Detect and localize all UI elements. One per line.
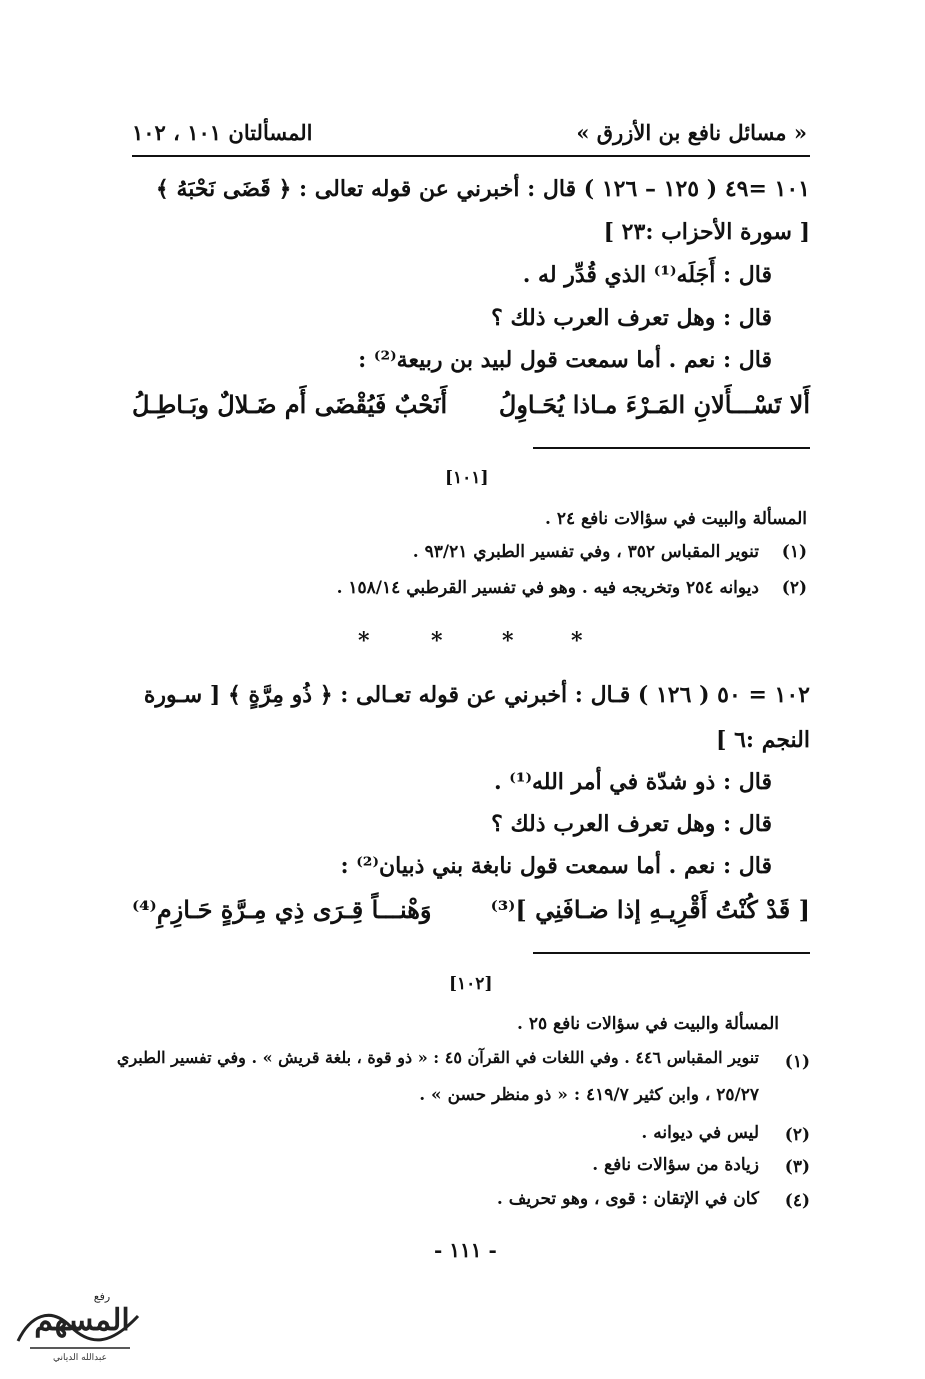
note-102-fn3-text: زيادة من سؤالات نافع . bbox=[592, 1155, 759, 1175]
note-102-fn4-text: كان في الإتقان : قوى ، وهو تحريف . bbox=[496, 1189, 759, 1209]
separator-star: * bbox=[502, 628, 514, 654]
page-number: - ١١١ - bbox=[434, 1238, 497, 1262]
entry-101-line-4: قال : وهل تعرف العرب ذلك ؟ bbox=[491, 305, 772, 331]
note-102-fn1-text-line-2: ٢٥/٢٧ ، وابن كثير ٤١٩/٧ : « ذو منظر حسن » . bbox=[419, 1085, 759, 1105]
note-marker-102: [١٠٢] bbox=[449, 974, 493, 994]
footnote-rule-102 bbox=[533, 952, 810, 954]
note-marker-101: [١٠١] bbox=[445, 468, 489, 488]
calligraphy-logo bbox=[10, 1286, 150, 1366]
note-102-fn1-number: (١) bbox=[784, 1052, 810, 1072]
entry-101-line-3: قال : أَجَلَه⁽¹⁾ الذي قُدِّر له . bbox=[522, 262, 772, 288]
logo-main-text: المسهم bbox=[34, 1303, 130, 1338]
running-title: « مسائل نافع بن الأزرق » bbox=[576, 120, 807, 145]
entry-101-line-2: [ سورة الأحزاب :٢٣ ] bbox=[603, 219, 810, 245]
note-102-fn4-number: (٤) bbox=[784, 1191, 810, 1211]
note-101-fn2-text: ديوانه ٢٥٤ وتخريجه فيه . وهو في تفسير القرطبي ١٥٨/١٤ . bbox=[336, 578, 759, 598]
verse-102-first-hemistich: [ قَدْ كُنْتُ أَقْرِيـهِ إذا ضـافَنِي ]⁽³⁾ bbox=[490, 895, 810, 924]
verse-101-first-hemistich: أَلا تَسْـــأَلانِ المَـرْءَ مـاذا يُحَـاوِلُ bbox=[498, 390, 810, 419]
footnote-rule-101 bbox=[533, 447, 810, 449]
logo-sub-text: عبدالله الدياني bbox=[53, 1353, 107, 1363]
note-101-fn1-text: تنوير المقباس ٣٥٢ ، وفي تفسير الطبري ٩٣/٢١ . bbox=[412, 542, 759, 562]
separator-star: * bbox=[431, 628, 443, 654]
calligraphy-logo-art bbox=[10, 1286, 150, 1366]
note-102-fn1-text-line-1: تنوير المقباس ٤٤٦ . وفي اللغات في القرآن ٤٥ : « ذو قوة ، بلغة قريش » . وفي تفسير الطبري bbox=[116, 1048, 759, 1067]
note-102-fn2-text: ليس في ديوانه . bbox=[641, 1123, 759, 1143]
entry-102-line-5: قال : نعم . أما سمعت قول نابغة بني ذبيان⁽²⁾ : bbox=[340, 853, 772, 879]
header-rule bbox=[132, 155, 810, 157]
entry-101-line-1: ١٠١ =٤٩ ( ١٢٥ – ١٢٦ ) قال : أخبرني عن قوله تعالى : ﴿ قَضَى نَحْبَهُ ﴾ bbox=[155, 176, 810, 202]
verse-101-second-hemistich: أَنَحْبٌ فَيُقْضَى أَم ضَـلالٌ وبَـاطِـلُ bbox=[132, 390, 448, 419]
logo-tag-text: رفع bbox=[93, 1290, 111, 1303]
separator-star: * bbox=[571, 628, 583, 654]
entry-101-line-5: قال : نعم . أما سمعت قول لبيد بن ربيعة⁽²⁾ : bbox=[358, 347, 772, 373]
entry-102-line-3: قال : ذو شدّة في أمر الله⁽¹⁾ . bbox=[493, 769, 772, 795]
separator-star: * bbox=[358, 628, 370, 654]
section-title: المسألتان ١٠١ ، ١٠٢ bbox=[132, 120, 313, 145]
entry-102-line-2: النجم :٦ ] bbox=[716, 727, 810, 753]
note-101-fn2-number: (٢) bbox=[781, 578, 807, 598]
note-102-fn3-number: (٣) bbox=[784, 1157, 810, 1177]
verse-102-second-hemistich: وَهْنـــاً قِـرَى ذِي مِـرَّةٍ حَـازِمِ⁽⁴⁾ bbox=[132, 895, 432, 924]
entry-102-line-4: قال : وهل تعرف العرب ذلك ؟ bbox=[491, 811, 772, 837]
note-102-fn2-number: (٢) bbox=[784, 1125, 810, 1145]
note-101-fn1-number: (١) bbox=[781, 542, 807, 562]
note-102-intro: المسألة والبيت في سؤالات نافع ٢٥ . bbox=[517, 1014, 779, 1034]
entry-102-line-1: ١٠٢ = ٥٠ ( ١٢٦ ) قـال : أخبرني عن قوله تعـالى : ﴿ ذُو مِرَّةٍ ﴾ [ سـورة bbox=[143, 682, 810, 708]
note-101-intro: المسألة والبيت في سؤالات نافع ٢٤ . bbox=[545, 509, 807, 529]
